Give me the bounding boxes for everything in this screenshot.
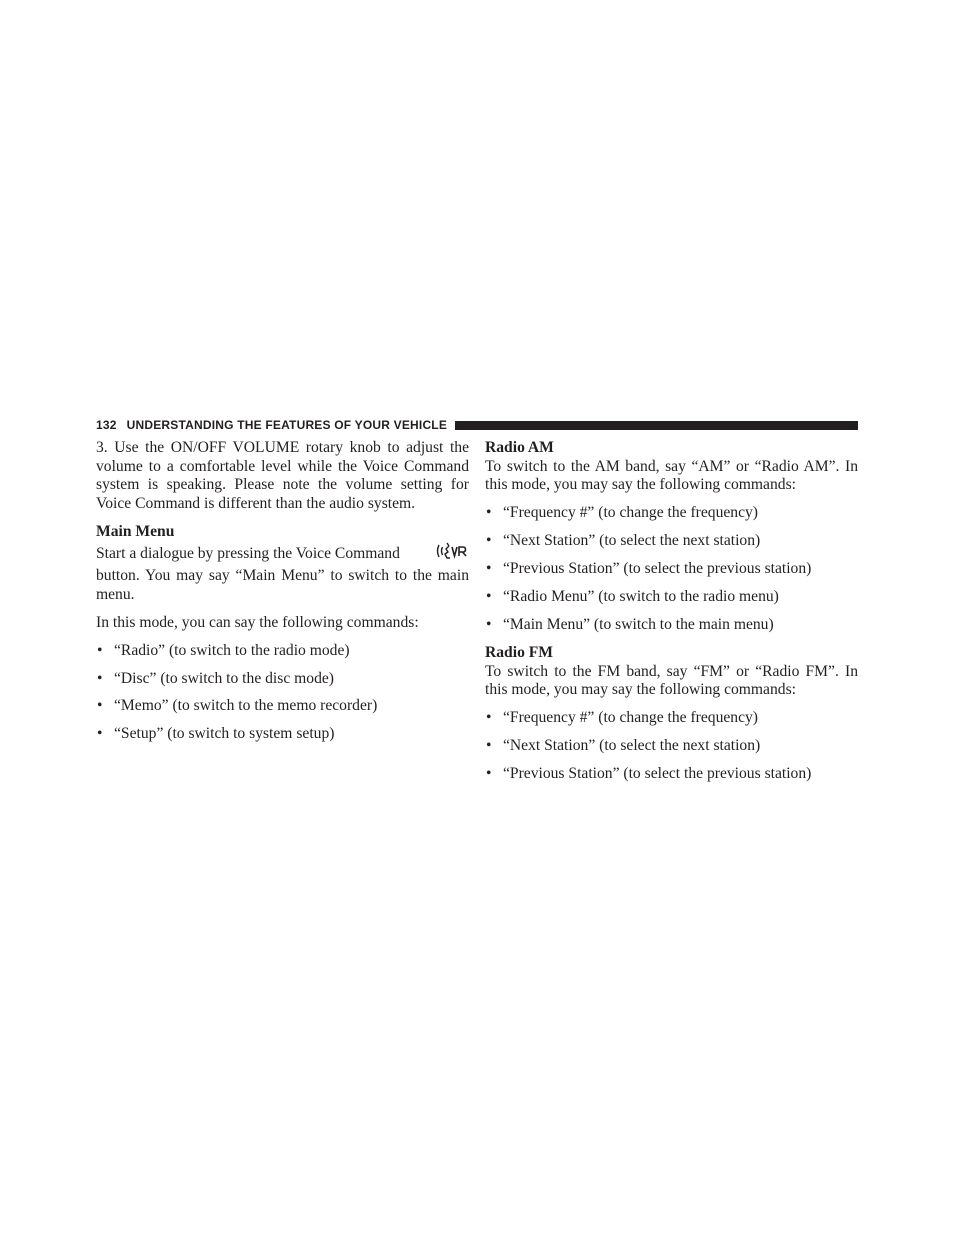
bullet: •: [97, 641, 103, 659]
command-text: “Setup” (to switch to system setup): [114, 725, 335, 743]
command-text: “Memo” (to switch to the memo recorder): [114, 697, 378, 715]
list-item: [485, 588, 858, 607]
bullet: •: [486, 765, 492, 783]
bullet: •: [486, 532, 492, 550]
bullet: •: [486, 616, 492, 634]
list-item: [485, 616, 858, 635]
bullet: •: [486, 737, 492, 755]
bullet: •: [486, 709, 492, 727]
list-item: [485, 504, 858, 523]
main-menu-heading: Main Menu: [96, 522, 175, 540]
main-menu-intro-line: [96, 541, 469, 567]
bullet: •: [486, 560, 492, 578]
radio-am-intro: To switch to the AM band, say “AM” or “Radio AM”. In this mode, you may say the following commands:: [485, 457, 858, 494]
list-item: [485, 737, 858, 756]
radio-fm-intro: To switch to the FM band, say “FM” or “Radio FM”. In this mode, you may say the following commands:: [485, 662, 858, 699]
command-text: “Radio Menu” (to switch to the radio menu): [503, 588, 779, 606]
command-text: “Radio” (to switch to the radio mode): [114, 641, 350, 659]
page-header: [96, 417, 858, 433]
list-item: [485, 709, 858, 728]
command-text: “Main Menu” (to switch to the main menu): [503, 616, 774, 634]
bullet: •: [486, 588, 492, 606]
left-column: [96, 439, 469, 753]
list-item: [96, 725, 469, 744]
header-rule-bar: [455, 421, 858, 430]
radio-fm-command-list: [485, 709, 858, 784]
list-item: [96, 697, 469, 716]
list-item: [96, 670, 469, 689]
list-item: [485, 765, 858, 784]
main-menu-commands-intro: In this mode, you can say the following commands:: [96, 613, 419, 631]
main-menu-intro-start: Start a dialogue by pressing the Voice Command: [96, 544, 400, 562]
section-title: UNDERSTANDING THE FEATURES OF YOUR VEHICLE: [126, 418, 448, 432]
list-item: [485, 532, 858, 551]
step-3-paragraph: 3. Use the ON/OFF VOLUME rotary knob to adjust the volume to a comfortable level while the Voice Command system is speaking. Please note the volume setting for Voice Command is different than the audio system.: [96, 439, 469, 512]
main-menu-command-list: [96, 642, 469, 745]
command-text: “Frequency #” (to change the frequency): [503, 504, 759, 522]
radio-fm-heading: Radio FM: [485, 644, 554, 662]
command-text: “Disc” (to switch to the disc mode): [114, 669, 334, 687]
main-menu-intro-rest: button. You may say “Main Menu” to switch to the main menu.: [96, 566, 469, 603]
voice-command-vr-icon: [435, 541, 469, 567]
command-text: “Previous Station” (to select the previous station): [503, 765, 812, 783]
radio-am-command-list: [485, 504, 858, 635]
command-text: “Previous Station” (to select the previous station): [503, 560, 812, 578]
command-text: “Frequency #” (to change the frequency): [503, 709, 759, 727]
bullet: •: [97, 725, 103, 743]
list-item: [485, 560, 858, 579]
bullet: •: [97, 697, 103, 715]
right-column: [485, 439, 858, 793]
page-number: 132: [96, 418, 117, 432]
bullet: •: [486, 504, 492, 522]
radio-am-heading: Radio AM: [485, 439, 554, 456]
list-item: [96, 642, 469, 661]
command-text: “Next Station” (to select the next station): [503, 737, 761, 755]
command-text: “Next Station” (to select the next station): [503, 532, 761, 550]
bullet: •: [97, 669, 103, 687]
